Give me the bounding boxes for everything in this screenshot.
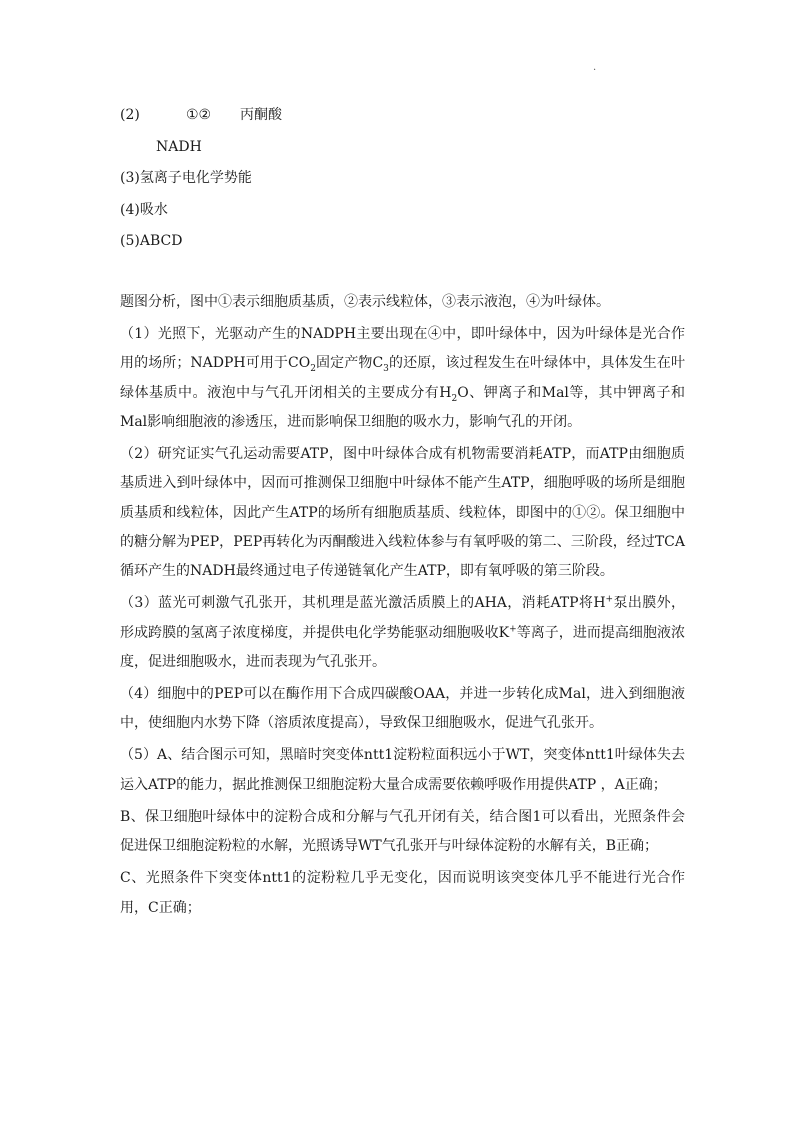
page-mark: . [593, 62, 597, 73]
explanation-part-5a: （5）A、结合图示可知，黑暗时突变体ntt1淀粉粒面积远小于WT，突变体ntt1叶绿体失去运入ATP的能力，据此推测保卫细胞淀粉大量合成需要依赖呼吸作用提供ATP ，A正确； [120, 747, 685, 793]
answer-3: (3)氢离子电化学势能 [120, 170, 252, 186]
answer-5: (5)ABCD [120, 233, 183, 249]
explanation-part-3: （3）蓝光可刺激气孔张开，其机理是蓝光激活质膜上的AHA，消耗ATP将H+泵出膜外，形成跨膜的氢离子浓度梯度，并提供电化学势能驱动细胞吸收K+等离子，进而提高细胞液浓度，促进细胞吸水，进而表现为气孔张开。 [120, 594, 685, 670]
answer-2-sites: ①② [186, 107, 212, 123]
explanation-part-1: （1）光照下，光驱动产生的NADPH主要出现在④中，即叶绿体中，因为叶绿体是光合作用的场所；NADPH可用于$CO_2$固定产物$C_3$的还原，该过程发生在叶绿体中，具体发生在叶绿体基质中。液泡中与气孔开闭相关的主要成分有$H_2O$、钾离子和Mal等，其中钾离子和Mal影响细胞液的渗透压，进而影响保卫细胞的吸水力，影响气孔的开闭。 [120, 326, 686, 430]
explanation-part-5c: C、光照条件下突变体ntt1的淀粉粒几乎无变化，因而说明该突变体几乎不能进行光合作用，C正确； [120, 870, 685, 916]
explanation-part-5b: B、保卫细胞叶绿体中的淀粉合成和分解与气孔开闭有关，结合图1可以看出，光照条件会促进保卫细胞淀粉粒的水解，光照诱导WT气孔张开与叶绿体淀粉的水解有关，B正确； [120, 808, 685, 855]
explanation-part-2: （2）研究证实气孔运动需要ATP，图中叶绿体合成有机物需要消耗ATP，而ATP由细胞质基质进入到叶绿体中，因而可推测保卫细胞中叶绿体不能产生ATP，细胞呼吸的场所是细胞质基质和线粒体，因此产生ATP的场所有细胞质基质、线粒体，即图中的①②。保卫细胞中的糖分解为PEP，PEP再转化为丙酮酸进入线粒体参与有氧呼吸的第二、三阶段，经过TCA循环产生的NADH最终通过电子传递链氧化产生ATP，即有氧呼吸的第三阶段。 [120, 446, 685, 580]
explanation-intro: 题图分析，图中①表示细胞质基质，②表示线粒体，③表示液泡，④为叶绿体。 [120, 294, 610, 310]
explanation [120, 288, 685, 926]
answer-4: (4)吸水 [120, 202, 168, 218]
answer-2-nadh: NADH [156, 139, 202, 155]
answer-2-product: 丙酮酸 [240, 107, 282, 123]
answer-2 [120, 105, 282, 125]
explanation-part-4: （4）细胞中的PEP可以在酶作用下合成四碳酸OAA，并进一步转化成Mal，进入到细胞液中，使细胞内水势下降（溶质浓度提高），导致保卫细胞吸水，促进气孔张开。 [120, 686, 685, 732]
answer-2-label: (2) [120, 107, 140, 123]
